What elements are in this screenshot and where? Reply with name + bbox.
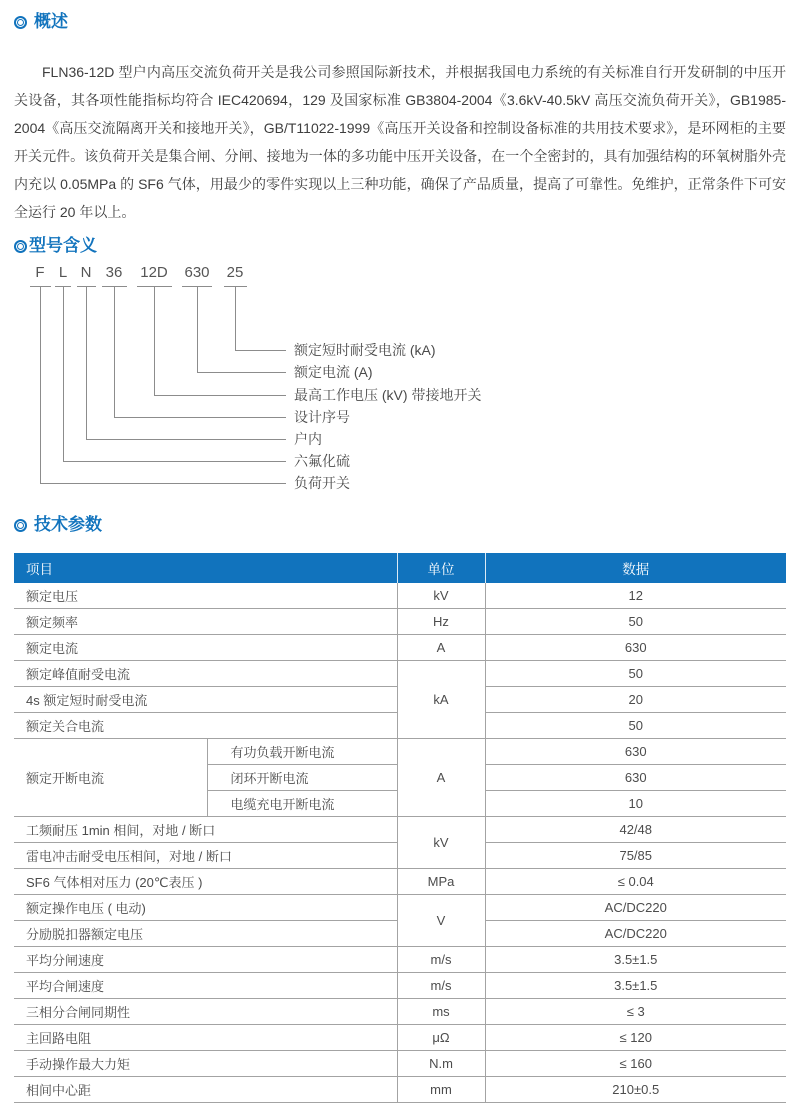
overview-title: 概述: [34, 12, 68, 31]
cell-value: 42/48: [485, 817, 786, 843]
cell-unit: MPa: [397, 869, 485, 895]
cell-unit: μΩ: [397, 1025, 485, 1051]
model-code-l: L: [58, 264, 68, 281]
cell-value: AC/DC220: [485, 895, 786, 921]
cell-value: 630: [485, 765, 786, 791]
table-row: [14, 1077, 786, 1103]
cell-value: 20: [485, 687, 786, 713]
overview-heading: [14, 12, 786, 32]
header-item: 项目: [14, 553, 397, 583]
table-row: [14, 869, 786, 895]
model-label-l: 六氟化硫: [294, 453, 350, 469]
table-row: [14, 739, 786, 765]
cell-value: AC/DC220: [485, 921, 786, 947]
model-label-n: 户内: [294, 431, 322, 447]
model-code-f: F: [35, 264, 45, 281]
header-unit: 单位: [397, 553, 485, 583]
connector-line: [197, 287, 198, 372]
cell-value: 3.5±1.5: [485, 947, 786, 973]
cell-item: 相间中心距: [14, 1077, 397, 1103]
cell-unit: Hz: [397, 609, 485, 635]
table-row: [14, 895, 786, 921]
table-row: [14, 999, 786, 1025]
connector-line: [63, 461, 286, 462]
bullseye-icon: [14, 16, 27, 29]
connector-line: [154, 395, 286, 396]
specs-heading: [14, 515, 786, 535]
cell-unit: N.m: [397, 1051, 485, 1077]
model-label-f: 负荷开关: [294, 475, 350, 491]
connector-line: [197, 372, 286, 373]
cell-value: 630: [485, 739, 786, 765]
cell-value: 12: [628, 588, 643, 603]
overview-paragraph: FLN36-12D 型户内高压交流负荷开关是我公司参照国际新技术，并根据我国电力系统的有关标准自行开发研制的中压开关设备，其各项性能指标均符合 IEC420694，129 及国家标准 GB3804-2004《3.6kV-40.5kV 高压交流负荷开关》，GB1985-2004《高压交流隔离开关和接地开关》，GB/T11022-1999《高压开关设备和控制设备标准的共用技术要求》，是环网柜的主要开关元件。该负荷开关是集合闸、分闸、接地为一体的多功能中压开关设备，在一个全密封的，具有加强结构的环氧树脂外壳内充以 0.05MPa 的 SF6 气体，用最少的零件实现以上三种功能，确保了产品质量，提高了可靠性。免维护，正常条件下可安全运行 20 年以上。: [14, 64, 786, 220]
model-code-diagram: [14, 262, 786, 507]
table-row: [14, 609, 786, 635]
model-code-25: 25: [226, 264, 244, 281]
cell-subitem: 闭环开断电流: [207, 765, 397, 791]
cell-item: 额定关合电流: [14, 713, 397, 739]
table-row: [14, 817, 786, 843]
cell-value: 50: [485, 661, 786, 687]
connector-line: [154, 287, 155, 395]
cell-unit: kV: [397, 817, 485, 869]
cell-subitem: 有功负载开断电流: [207, 739, 397, 765]
cell-item: 额定频率: [14, 609, 397, 635]
cell-subitem: 电缆充电开断电流: [207, 791, 397, 817]
table-row: [14, 661, 786, 687]
specs-title: 技术参数: [34, 515, 102, 534]
model-label-25: 额定短时耐受电流 (kA): [294, 342, 436, 358]
cell-value: 50: [485, 609, 786, 635]
model-code-36: 36: [105, 264, 123, 281]
bullseye-icon: [14, 519, 27, 532]
table-row: [14, 1051, 786, 1077]
cell-value: ≤ 3: [485, 999, 786, 1025]
cell-value: ≤ 0.04: [485, 869, 786, 895]
cell-item: 分励脱扣器额定电压: [14, 921, 397, 947]
cell-unit: ms: [397, 999, 485, 1025]
cell-unit: A: [397, 739, 485, 817]
cell-item: 额定电压: [14, 583, 397, 609]
cell-unit: kV: [397, 583, 485, 609]
model-code-630: 630: [184, 264, 210, 281]
table-header-row: [14, 553, 786, 583]
connector-line: [86, 287, 87, 439]
connector-line: [114, 287, 115, 417]
cell-value: ≤ 120: [485, 1025, 786, 1051]
cell-value: 210±0.5: [485, 1077, 786, 1103]
spec-table: [14, 553, 786, 1103]
table-row: [14, 973, 786, 999]
bullseye-icon: [14, 240, 27, 253]
table-row: [14, 1025, 786, 1051]
cell-item: 手动操作最大力矩: [14, 1051, 397, 1077]
cell-unit: A: [397, 635, 485, 661]
cell-item: 额定电流: [14, 635, 397, 661]
cell-value: 10: [485, 791, 786, 817]
cell-unit: m/s: [397, 973, 485, 999]
table-row: [14, 947, 786, 973]
model-code-12d: 12D: [140, 264, 168, 281]
cell-item: 雷电冲击耐受电压相间，对地 / 断口: [14, 843, 397, 869]
cell-item: 三相分合闸同期性: [14, 999, 397, 1025]
model-label-630: 额定电流 (A): [294, 364, 373, 380]
connector-line: [40, 287, 41, 483]
cell-item: 工频耐压 1min 相间，对地 / 断口: [14, 817, 397, 843]
cell-value: 50: [485, 713, 786, 739]
model-heading: [14, 236, 786, 256]
cell-item: SF6 气体相对压力 (20℃表压 ): [14, 869, 397, 895]
connector-line: [40, 483, 286, 484]
cell-value: 3.5±1.5: [485, 973, 786, 999]
model-code-n: N: [80, 264, 92, 281]
model-title: 型号含义: [29, 236, 97, 255]
cell-item: 4s 额定短时耐受电流: [14, 687, 397, 713]
table-row: [14, 583, 786, 609]
cell-value: ≤ 160: [485, 1051, 786, 1077]
cell-item: 额定峰值耐受电流: [14, 661, 397, 687]
cell-unit: V: [397, 895, 485, 947]
cell-item: 额定开断电流: [14, 739, 207, 817]
cell-item: 平均合闸速度: [14, 973, 397, 999]
connector-line: [114, 417, 286, 418]
cell-value: 630: [485, 635, 786, 661]
cell-unit: mm: [397, 1077, 485, 1103]
cell-value: 75/85: [485, 843, 786, 869]
connector-line: [86, 439, 286, 440]
cell-item: 额定操作电压 ( 电动): [14, 895, 397, 921]
connector-line: [63, 287, 64, 461]
cell-unit: m/s: [397, 947, 485, 973]
header-data: 数据: [485, 553, 786, 583]
model-label-12d: 最高工作电压 (kV) 带接地开关: [294, 387, 482, 403]
table-row: [14, 635, 786, 661]
cell-item: 平均分闸速度: [14, 947, 397, 973]
cell-unit: kA: [397, 661, 485, 739]
model-label-36: 设计序号: [294, 409, 350, 425]
cell-item: 主回路电阻: [14, 1025, 397, 1051]
connector-line: [235, 350, 286, 351]
connector-line: [235, 287, 236, 350]
